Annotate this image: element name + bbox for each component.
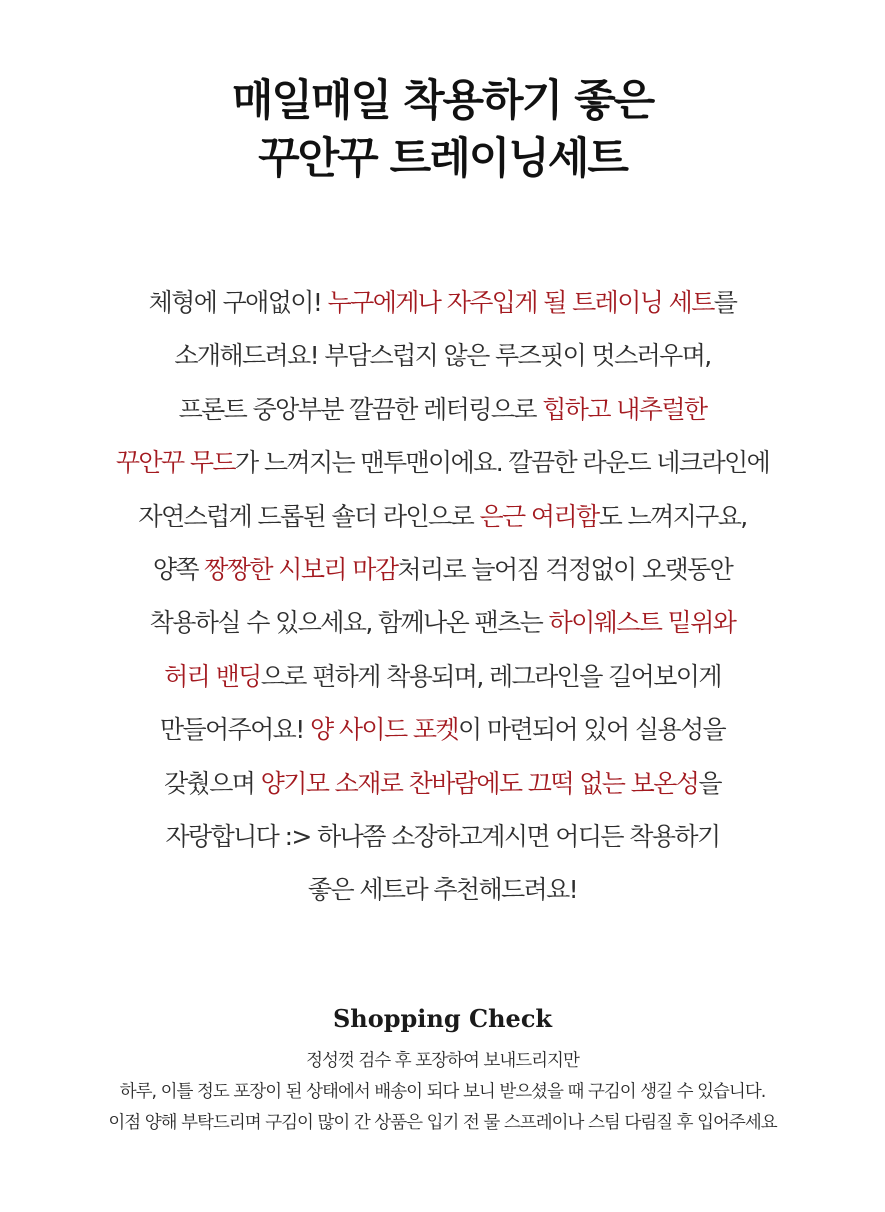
description-line <box>0 329 885 382</box>
notice-line-1: 정성껏 검수 후 포장하여 보내드리지만 <box>306 1051 579 1071</box>
headline-line-2: 꾸안꾸 트레이닝세트 <box>258 134 627 184</box>
description-line <box>0 863 885 916</box>
description-text: 좋은 세트라 추천해드려요! <box>307 875 578 905</box>
description-line <box>0 490 885 543</box>
description-text: 만들어주어요! <box>159 715 310 745</box>
headline-line-1: 매일매일 착용하기 좋은 <box>231 76 654 126</box>
headline <box>0 72 885 188</box>
description-text: 을 <box>698 768 721 798</box>
description-text: 체형에 구애없이! <box>148 288 328 317</box>
highlight-text: 짱짱한 시보리 마감 <box>204 554 398 584</box>
description-text: 으로 편하게 착용되며, 레그라인을 길어보이게 <box>260 661 721 691</box>
description-text: 프론트 중앙부분 깔끔한 레터링으로 <box>178 394 543 424</box>
description-text: 소개해드려요! 부담스럽지 않은 루즈핏이 멋스러우며, <box>174 341 711 371</box>
highlight-text: 양기모 소재로 찬바람에도 끄떡 없는 보온성 <box>260 768 699 798</box>
highlight-text: 힙하고 내추럴한 <box>542 394 707 424</box>
description-text: 도 느껴지구요, <box>598 501 747 531</box>
description-text: 가 느껴지는 맨투맨이에요. 깔끔한 라운드 네크라인에 <box>234 448 770 478</box>
description-text: 갖췄으며 <box>164 768 261 798</box>
highlight-text: 꾸안꾸 무드 <box>115 448 235 478</box>
description-text: 양쪽 <box>152 554 205 584</box>
description-line <box>0 383 885 436</box>
description-text: 이 마련되어 있어 실용성을 <box>457 715 726 745</box>
highlight-text: 은근 여리함 <box>479 501 599 531</box>
description-line <box>0 436 885 489</box>
description-line <box>0 276 885 329</box>
notice-line-3: 이점 양해 부탁드리며 구김이 많이 간 상품은 입기 전 물 스프레이나 스팀 다림질 후 입어주세요 <box>108 1113 777 1133</box>
highlight-text: 양 사이드 포켓 <box>309 715 458 745</box>
highlight-text: 허리 밴딩 <box>164 661 261 691</box>
product-description <box>0 276 885 917</box>
description-line <box>0 757 885 810</box>
description-text: 착용하실 수 있으세요, 함께나온 팬츠는 <box>149 608 549 638</box>
description-text: 자랑합니다 :> 하나쯤 소장하고계시면 어디든 착용하기 <box>165 821 720 851</box>
description-text: 를 <box>713 288 737 317</box>
notice-line-2: 하루, 이틀 정도 포장이 된 상태에서 배송이 되다 보니 받으셨을 때 구김이 생길 수 있습니다. <box>119 1082 766 1102</box>
highlight-text: 누구에게나 자주입게 될 트레이닝 세트 <box>327 288 714 317</box>
shopping-check-title: Shopping Check <box>332 1004 553 1033</box>
description-line <box>0 650 885 703</box>
highlight-text: 하이웨스트 밑위와 <box>548 608 736 638</box>
shopping-check-notice <box>0 1046 885 1139</box>
description-line <box>0 703 885 756</box>
description-line <box>0 810 885 863</box>
description-line <box>0 596 885 649</box>
description-line <box>0 543 885 596</box>
description-text: 처리로 늘어짐 걱정없이 오랫동안 <box>397 554 733 584</box>
description-text: 자연스럽게 드롭된 숄더 라인으로 <box>138 501 480 531</box>
